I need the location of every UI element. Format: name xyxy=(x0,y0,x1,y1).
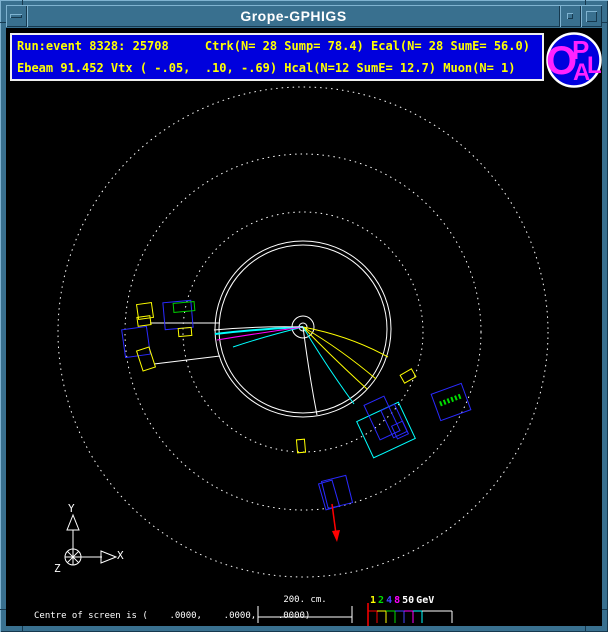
energy-legend xyxy=(370,595,434,606)
particle-track xyxy=(303,327,376,379)
calo-box xyxy=(400,369,416,383)
calo-box xyxy=(296,439,305,453)
calo-box xyxy=(163,300,193,329)
axis-z-label: Z xyxy=(54,562,61,575)
opal-logo xyxy=(545,31,605,91)
calo-box xyxy=(137,316,151,327)
legend-value: 50 xyxy=(402,595,415,606)
muon-arrow xyxy=(332,504,336,534)
legend-value: 1 xyxy=(370,595,377,606)
event-info-box xyxy=(10,33,544,81)
svg-text:L: L xyxy=(587,52,602,79)
legend-value: 4 xyxy=(386,595,393,606)
particle-track xyxy=(303,327,317,415)
cluster-leader-line xyxy=(154,356,220,364)
event-info-line1: Run:event 8328: 25708 Ctrk(N= 28 Sump= 78.4) Ecal(N= 28 SumE= 56.0) xyxy=(17,39,530,53)
event-info-line2: Ebeam 91.452 Vtx ( -.05, .10, -.69) Hcal(N=12 SumE= 12.7) Muon(N= 1) xyxy=(17,61,516,75)
window-title: Grope-GPHIGS xyxy=(240,8,347,24)
calo-box xyxy=(319,480,340,510)
legend-value: GeV xyxy=(416,595,435,606)
calo-box xyxy=(137,347,156,371)
legend-value: 8 xyxy=(394,595,401,606)
scalebar-label: 200. cm. xyxy=(283,595,327,605)
calo-box xyxy=(321,475,352,508)
calo-box xyxy=(431,383,471,420)
svg-text:P: P xyxy=(572,35,590,65)
svg-text:O: O xyxy=(546,39,578,83)
muon-arrowhead xyxy=(332,530,340,542)
axis-y-arrowhead xyxy=(67,515,79,530)
particle-track xyxy=(303,327,367,389)
dashed-detector-circle xyxy=(58,87,548,577)
hatched-energy-bar xyxy=(440,396,461,404)
calo-box xyxy=(122,326,151,357)
opal-logo-icon xyxy=(545,31,605,91)
axis-x-label: X xyxy=(117,549,124,562)
centre-of-screen-text: Centre of screen is ( .0000, .0000, .0000) xyxy=(34,611,311,621)
particle-track xyxy=(303,327,388,357)
axis-x-arrowhead xyxy=(101,551,116,563)
calo-box xyxy=(381,404,407,438)
legend-value: 2 xyxy=(378,595,385,606)
axis-y-label: Y xyxy=(68,502,75,515)
svg-text:A: A xyxy=(573,59,591,86)
calo-box xyxy=(178,327,192,336)
